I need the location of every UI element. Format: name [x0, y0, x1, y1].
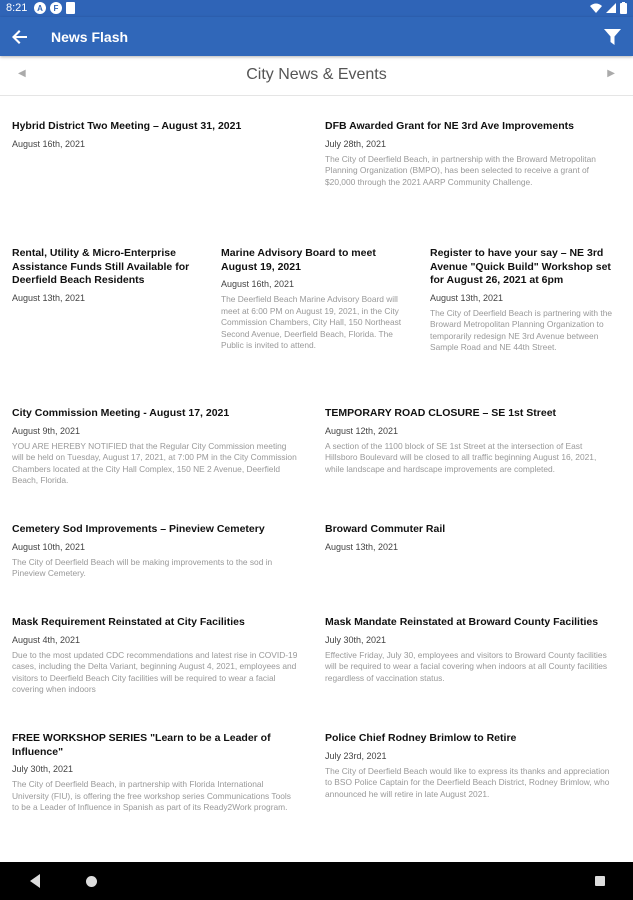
section-header [0, 56, 633, 96]
news-title: TEMPORARY ROAD CLOSURE – SE 1st Street [325, 407, 557, 419]
news-title: Rental, Utility & Micro-Enterprise Assistance Funds Still Available for Deerfield Beach Residents [12, 247, 190, 286]
news-title: Marine Advisory Board to meet August 19, 2021 [221, 247, 376, 273]
news-item[interactable] [12, 247, 205, 303]
news-item[interactable] [430, 247, 620, 354]
news-title: Mask Mandate Reinstated at Broward County Facilities [325, 616, 599, 628]
system-icons [590, 2, 627, 14]
news-date: August 13th, 2021 [12, 292, 86, 303]
back-button[interactable] [8, 25, 32, 49]
notification-icons [34, 2, 75, 14]
news-summary: The City of Deerfield Beach will be making improvements to the sod in Pineview Cemetery. [12, 556, 273, 578]
news-date: July 30th, 2021 [325, 634, 387, 645]
news-title: Police Chief Rodney Brimlow to Retire [325, 732, 517, 744]
news-summary: The City of Deerfield Beach would like to express its thanks and appreciation to BSO Police Captain for the Deerfield Beach District, Rodney Brimlow, who announced he will retire in late August 2021. [325, 765, 610, 799]
news-item[interactable] [12, 732, 300, 814]
news-date: August 12th, 2021 [325, 425, 399, 436]
filter-button[interactable] [601, 26, 623, 48]
news-summary: The City of Deerfield Beach, in partnership with Florida International University (FIU), is offering the free workshop series Communications Tools to be a Leader of Influence in Spanish as part of its Ready2Work program. [12, 779, 291, 812]
news-summary: The City of Deerfield Beach is partnering with the Broward Metropolitan Planning Organization to temporarily redesign NE 3rd Avenue between Sample Road and NE 44th Street. [430, 307, 613, 352]
news-item[interactable] [325, 732, 615, 800]
news-item[interactable] [325, 523, 615, 552]
news-item[interactable] [12, 407, 300, 487]
news-summary: A section of the 1100 block of SE 1st Street at the intersection of East Hillsboro Boulevard will be closed to all traffic beginning August 16, 2021, while landscape and hardscape improvements are completed. [325, 440, 597, 474]
news-title: Broward Commuter Rail [325, 523, 446, 535]
news-item[interactable] [12, 616, 300, 696]
next-section-icon[interactable]: ▶ [607, 68, 615, 79]
news-item[interactable] [12, 523, 300, 580]
news-title: DFB Awarded Grant for NE 3rd Ave Improvements [325, 120, 574, 132]
news-title: City Commission Meeting - August 17, 2021 [12, 407, 230, 419]
previous-section-icon[interactable]: ◀ [18, 68, 26, 79]
news-date: August 13th, 2021 [325, 541, 399, 552]
status-time: 8:21 [6, 2, 28, 14]
signal-icon [606, 3, 616, 14]
news-date: August 16th, 2021 [221, 279, 295, 289]
news-date: July 23rd, 2021 [325, 750, 387, 761]
sd-card-icon [66, 2, 75, 14]
news-date: August 4th, 2021 [12, 634, 81, 645]
news-summary: Due to the most updated CDC recommendations and latest rise in COVID-19 cases, including the Delta Variant, beginning August 4, 2021, employees and visitors to Deerfield Beach City facilities will be required to wear a facial covering when indoors [12, 649, 298, 694]
news-item[interactable] [221, 247, 411, 352]
news-summary: The Deerfield Beach Marine Advisory Board will meet at 6:00 PM on August 19, 2021, in the City Commission Chambers, City Hall, 150 Northeast Second Avenue, Deerfield Beach, Florida. The Public is invited to attend. [221, 294, 402, 350]
news-item[interactable] [325, 616, 615, 684]
battery-icon [620, 2, 627, 14]
nav-home-icon[interactable] [86, 876, 97, 887]
system-navigation-bar [0, 862, 633, 900]
news-date: July 28th, 2021 [325, 138, 387, 149]
news-summary: The City of Deerfield Beach, in partnership with the Broward Metropolitan Planning Organization (BMPO), has been selected to receive a grant of $20,000 through the 2021 AARP Community Challenge. [325, 153, 596, 187]
notification-f-icon: F [50, 2, 62, 14]
news-summary: YOU ARE HEREBY NOTIFIED that the Regular City Commission meeting will be held on Tuesday, August 17, 2021, at 7:00 PM in the City Commission Chambers located at the City Hall Complex, 150 NE 2 Avenue, Deerfield Beach, Florida. [12, 440, 297, 485]
nav-back-icon[interactable] [30, 874, 40, 888]
news-date: July 30th, 2021 [12, 764, 74, 774]
news-date: August 13th, 2021 [430, 292, 504, 303]
news-title: Cemetery Sod Improvements – Pineview Cemetery [12, 523, 265, 535]
news-title: FREE WORKSHOP SERIES "Learn to be a Leader of Influence" [12, 732, 271, 758]
news-item[interactable] [325, 407, 615, 475]
news-date: August 16th, 2021 [12, 138, 86, 149]
section-title: City News & Events [246, 66, 387, 83]
filter-icon [604, 29, 621, 45]
news-summary: Effective Friday, July 30, employees and visitors to Broward County facilities will be required to wear a facial covering when indoors at all County facilities regardless of vaccination status. [325, 649, 608, 683]
notification-a-icon: A [34, 2, 46, 14]
news-date: August 9th, 2021 [12, 425, 81, 436]
news-item[interactable] [325, 120, 615, 188]
news-title: Hybrid District Two Meeting – August 31, 2021 [12, 120, 242, 132]
status-bar [0, 0, 633, 17]
news-date: August 10th, 2021 [12, 541, 86, 552]
nav-recents-icon[interactable] [595, 876, 605, 886]
page-title: News Flash [51, 29, 129, 45]
app-bar [0, 17, 633, 56]
arrow-left-icon [12, 29, 28, 45]
news-item[interactable] [12, 120, 300, 149]
wifi-icon [590, 3, 602, 14]
news-title: Mask Requirement Reinstated at City Facilities [12, 616, 245, 628]
news-title: Register to have your say – NE 3rd Avenue "Quick Build" Workshop set for August 26, 2021 at 6pm [430, 247, 611, 286]
